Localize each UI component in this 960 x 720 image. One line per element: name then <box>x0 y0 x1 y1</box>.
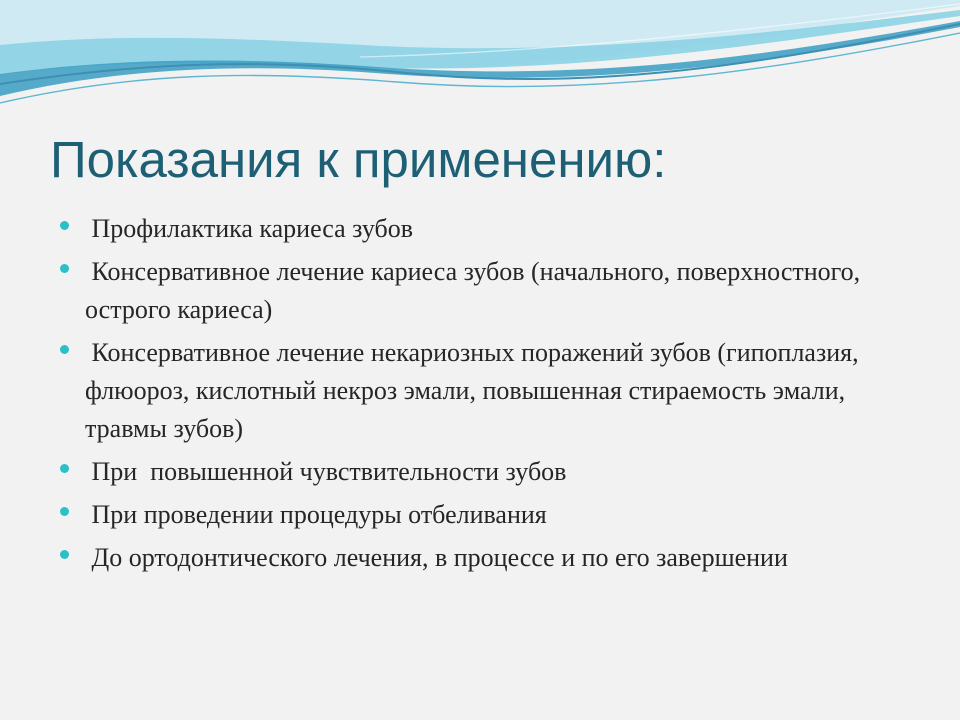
bullet-text: При повышенной чувствительности зубов <box>85 457 567 486</box>
bullet-text: При проведении процедуры отбеливания <box>85 500 547 529</box>
bullet-dot-icon <box>60 464 69 473</box>
bullet-text: Консервативное лечение кариеса зубов (начального, поверхностного, острого кариеса) <box>85 257 867 324</box>
bullet-item-whitening <box>56 496 916 534</box>
bullet-dot-icon <box>60 264 69 273</box>
bullet-text: До ортодонтического лечения, в процессе и по его завершении <box>85 543 788 572</box>
bullet-dot-icon <box>60 345 69 354</box>
bullet-item-non-carious-lesions <box>56 334 916 448</box>
wave-decoration-icon <box>0 0 960 120</box>
bullet-dot-icon <box>60 221 69 230</box>
slide-title: Показания к применению: <box>50 131 667 188</box>
bullet-dot-icon <box>60 550 69 559</box>
bullet-item-caries-treatment <box>56 253 916 329</box>
bullet-item-prevention <box>56 210 916 248</box>
bullet-text: Консервативное лечение некариозных поражений зубов (гипоплазия, флюороз, кислотный некроз эмали, повышенная стираемость эмали, травмы зубов) <box>85 338 866 443</box>
bullet-dot-icon <box>60 507 69 516</box>
bullet-list <box>56 210 916 582</box>
bullet-item-orthodontic <box>56 539 916 577</box>
bullet-item-sensitivity <box>56 453 916 491</box>
bullet-text: Профилактика кариеса зубов <box>85 214 414 243</box>
